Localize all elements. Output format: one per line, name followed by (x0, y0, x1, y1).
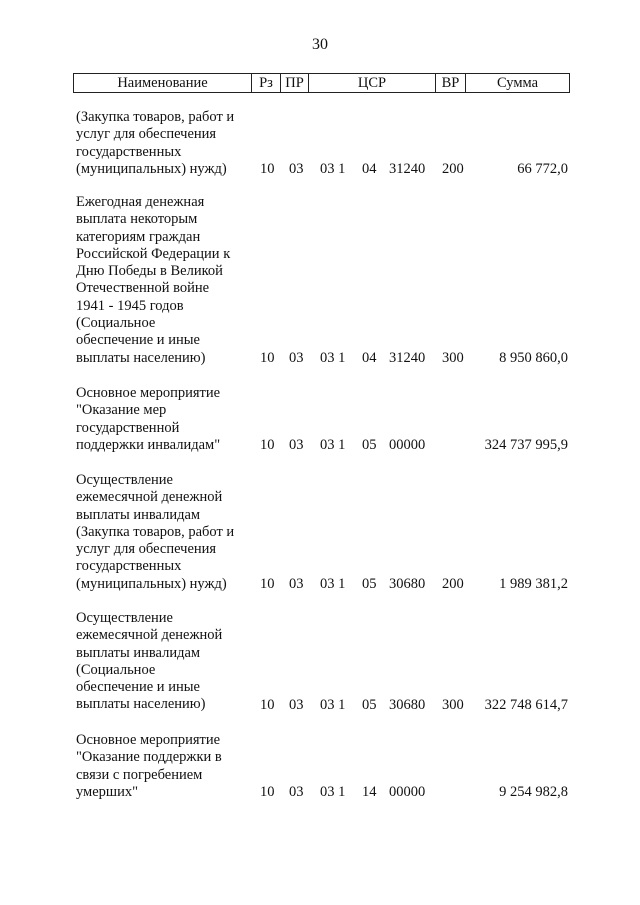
row-sum: 322 748 614,7 (484, 697, 568, 713)
row-csr-program: 03 1 (320, 161, 346, 177)
row-sum: 66 772,0 (517, 161, 568, 177)
table-header (73, 73, 570, 93)
row-name: Ежегодная денежная выплата некоторым категориям граждан Российской Федерации к Дню Победы в Великой Отечественной войне 1941 - 1945 годов (Социальное обеспечение и иные выплаты населению) (76, 194, 231, 366)
header-vr: ВР (436, 74, 466, 92)
row-name: Осуществление ежемесячной денежной выплаты инвалидам (Социальное обеспечение и иные выплаты населению) (76, 610, 223, 713)
row-rz: 10 (260, 437, 275, 453)
header-rz: Рз (252, 74, 281, 92)
row-pr: 03 (289, 350, 304, 366)
page-number: 30 (312, 36, 328, 53)
row-csr-program: 03 1 (320, 576, 346, 592)
header-sum: Сумма (496, 75, 539, 91)
row-csr-event: 05 (362, 576, 377, 592)
row-csr-event: 14 (362, 784, 377, 800)
row-name: (Закупка товаров, работ и услуг для обеспечения государственных (муниципальных) нужд) (76, 109, 235, 177)
header-pr: ПР (281, 74, 309, 92)
row-csr-program: 03 1 (320, 350, 346, 366)
row-vr: 200 (442, 161, 464, 177)
row-rz: 10 (260, 784, 275, 800)
row-csr-code: 31240 (389, 161, 426, 177)
row-pr: 03 (289, 697, 304, 713)
row-pr: 03 (289, 161, 304, 177)
row-csr-code: 00000 (389, 437, 426, 453)
row-csr-program: 03 1 (320, 697, 346, 713)
row-pr: 03 (289, 784, 304, 800)
row-name: Основное мероприятие "Оказание поддержки в связи с погребением умерших" (76, 732, 222, 800)
row-rz: 10 (260, 350, 275, 366)
row-csr-code: 00000 (389, 784, 426, 800)
row-csr-event: 05 (362, 697, 377, 713)
row-pr: 03 (289, 437, 304, 453)
row-csr-event: 05 (362, 437, 377, 453)
row-rz: 10 (260, 576, 275, 592)
row-csr-event: 04 (362, 350, 377, 366)
row-name: Осуществление ежемесячной денежной выплаты инвалидам (Закупка товаров, работ и услуг для обеспечения государственных (муниципальных) нужд) (76, 472, 235, 592)
row-csr-code: 31240 (389, 350, 426, 366)
row-csr-event: 04 (362, 161, 377, 177)
row-vr: 300 (442, 697, 464, 713)
row-sum: 1 989 381,2 (499, 576, 568, 592)
row-name: Основное мероприятие "Оказание мер государственной поддержки инвалидам" (76, 385, 221, 453)
row-sum: 9 254 982,8 (499, 784, 568, 800)
row-vr: 200 (442, 576, 464, 592)
row-sum: 8 950 860,0 (499, 350, 568, 366)
row-csr-program: 03 1 (320, 437, 346, 453)
row-csr-code: 30680 (389, 576, 426, 592)
row-sum: 324 737 995,9 (484, 437, 568, 453)
row-csr-code: 30680 (389, 697, 426, 713)
header-name: Наименование (74, 74, 252, 92)
row-pr: 03 (289, 576, 304, 592)
row-vr: 300 (442, 350, 464, 366)
header-csr: ЦСР (309, 74, 436, 92)
row-rz: 10 (260, 697, 275, 713)
row-rz: 10 (260, 161, 275, 177)
row-csr-program: 03 1 (320, 784, 346, 800)
